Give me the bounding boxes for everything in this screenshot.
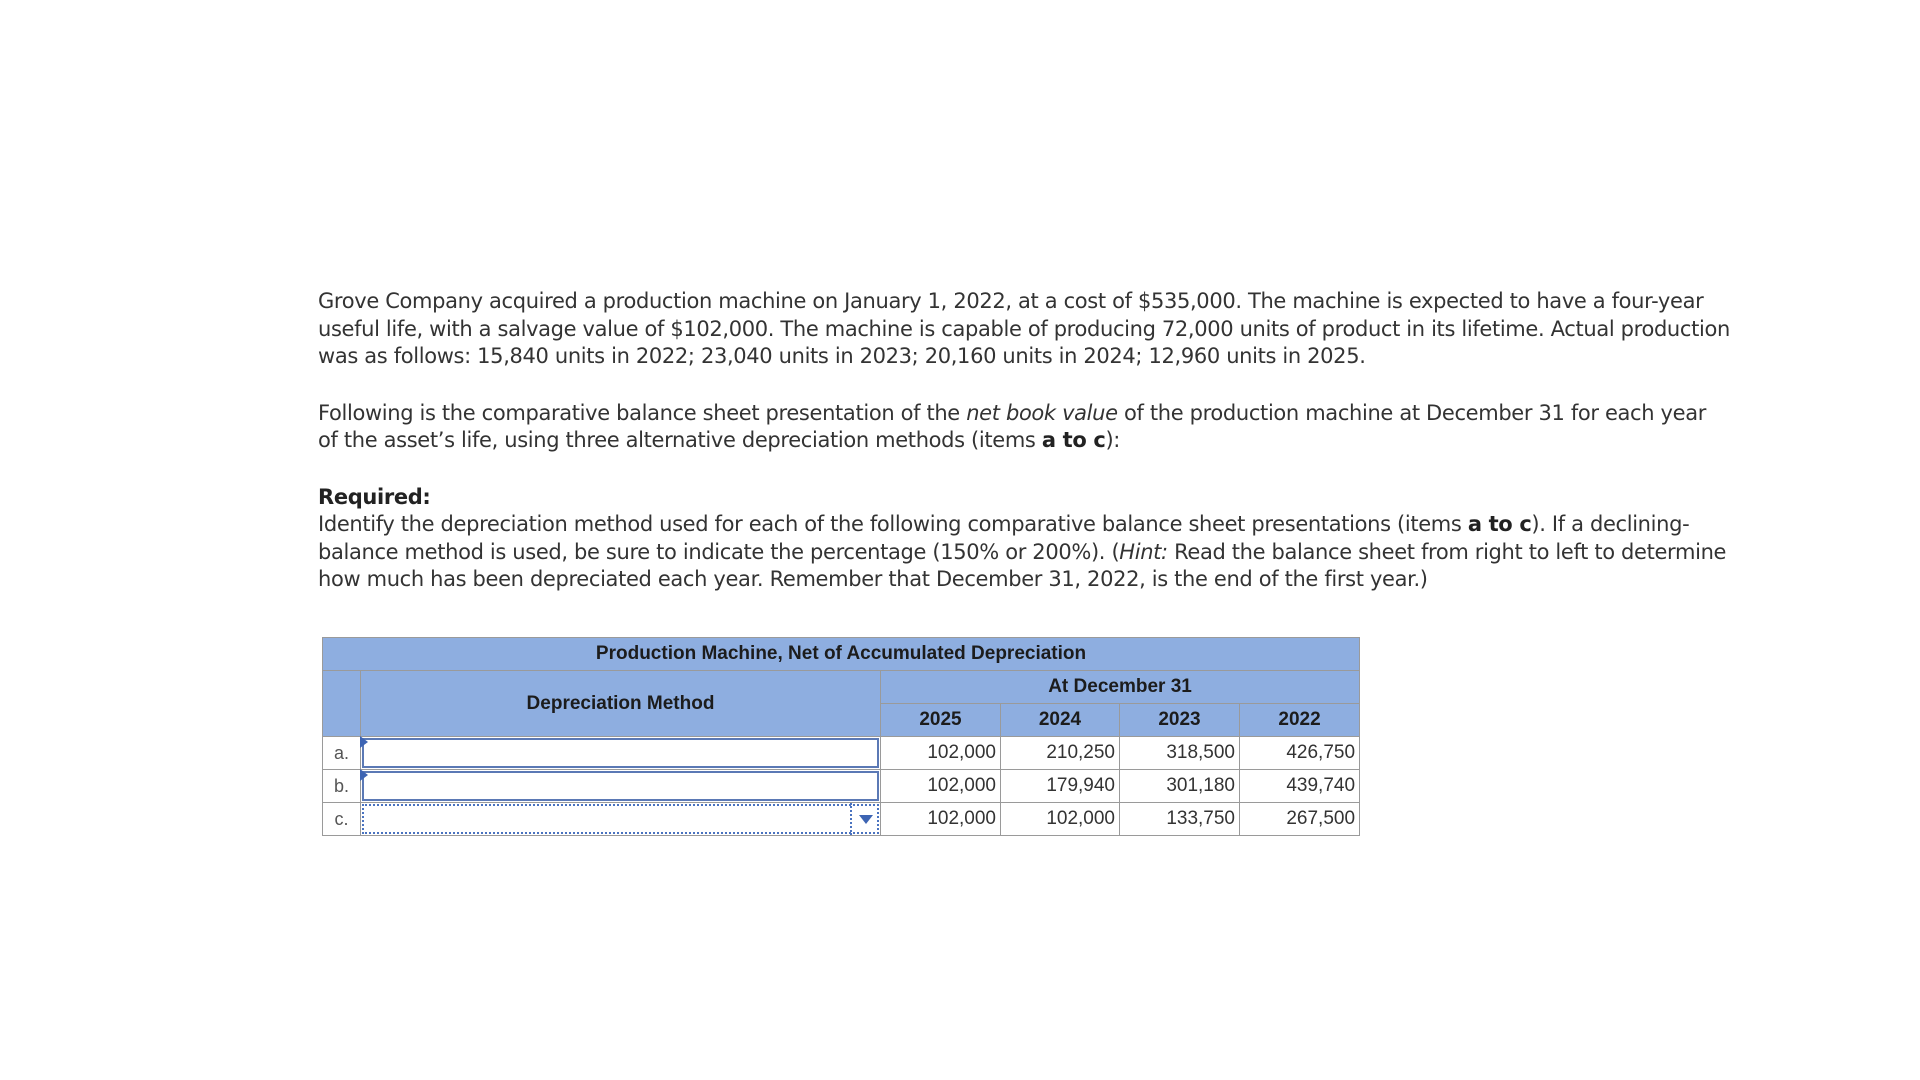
value-cell: 102,000 <box>881 737 1001 770</box>
value-cell: 102,000 <box>881 803 1001 836</box>
row-label: c. <box>323 803 361 836</box>
table-row <box>323 737 1360 770</box>
flag-icon <box>360 769 368 781</box>
value-cell: 102,000 <box>881 770 1001 803</box>
method-input-a[interactable] <box>362 738 879 768</box>
dropdown-arrow-icon[interactable] <box>859 815 873 824</box>
problem-intro: Grove Company acquired a production machine on January 1, 2022, at a cost of $535,000. The machine is expected to have a four-year useful life, with a salvage value of $102,000. The machine is capable of producing 72,000 units of product in its lifetime. Actual production was as follows: 15,840 units in 2022; 23,040 units in 2023; 20,160 units in 2024; 12,960 units in 2025. <box>318 289 1730 368</box>
row-label-header <box>323 671 361 737</box>
year-header: 2022 <box>1240 704 1360 737</box>
dropdown-divider <box>850 803 852 835</box>
method-column-header: Depreciation Method <box>361 671 881 737</box>
table-title: Production Machine, Net of Accumulated Depreciation <box>323 638 1360 671</box>
flag-icon <box>360 736 368 748</box>
value-cell: 102,000 <box>1001 803 1120 836</box>
table-row <box>323 803 1360 836</box>
value-cell: 318,500 <box>1120 737 1240 770</box>
year-header: 2023 <box>1120 704 1240 737</box>
row-label: b. <box>323 770 361 803</box>
year-header: 2025 <box>881 704 1001 737</box>
required-heading: Required: <box>318 484 431 509</box>
value-cell: 210,250 <box>1001 737 1120 770</box>
row-label: a. <box>323 737 361 770</box>
value-cell: 267,500 <box>1240 803 1360 836</box>
date-column-header: At December 31 <box>881 671 1360 704</box>
problem-required: Required: Identify the depreciation method used for each of the following comparative balance sheet presentations (items a to c). If a declining-balance method is used, be sure to indicate the percentage (150% or 200%). (Hint: Read the balance sheet from right to left to determine how much has been depreciated each year. Remember that December 31, 2022, is the end of the first year.) <box>318 484 1727 591</box>
method-dropdown-c[interactable] <box>362 804 879 834</box>
problem-text <box>318 288 1730 636</box>
value-cell: 301,180 <box>1120 770 1240 803</box>
table-row <box>323 770 1360 803</box>
depreciation-table <box>322 637 1360 836</box>
year-header: 2024 <box>1001 704 1120 737</box>
value-cell: 179,940 <box>1001 770 1120 803</box>
method-cell <box>361 770 881 803</box>
value-cell: 439,740 <box>1240 770 1360 803</box>
method-input-b[interactable] <box>362 771 879 801</box>
problem-following: Following is the comparative balance sheet presentation of the net book value of the production machine at December 31 for each year of the asset’s life, using three alternative depreciation methods (items a to c): <box>318 400 1706 452</box>
value-cell: 133,750 <box>1120 803 1240 836</box>
value-cell: 426,750 <box>1240 737 1360 770</box>
method-cell <box>361 737 881 770</box>
method-cell <box>361 803 881 836</box>
